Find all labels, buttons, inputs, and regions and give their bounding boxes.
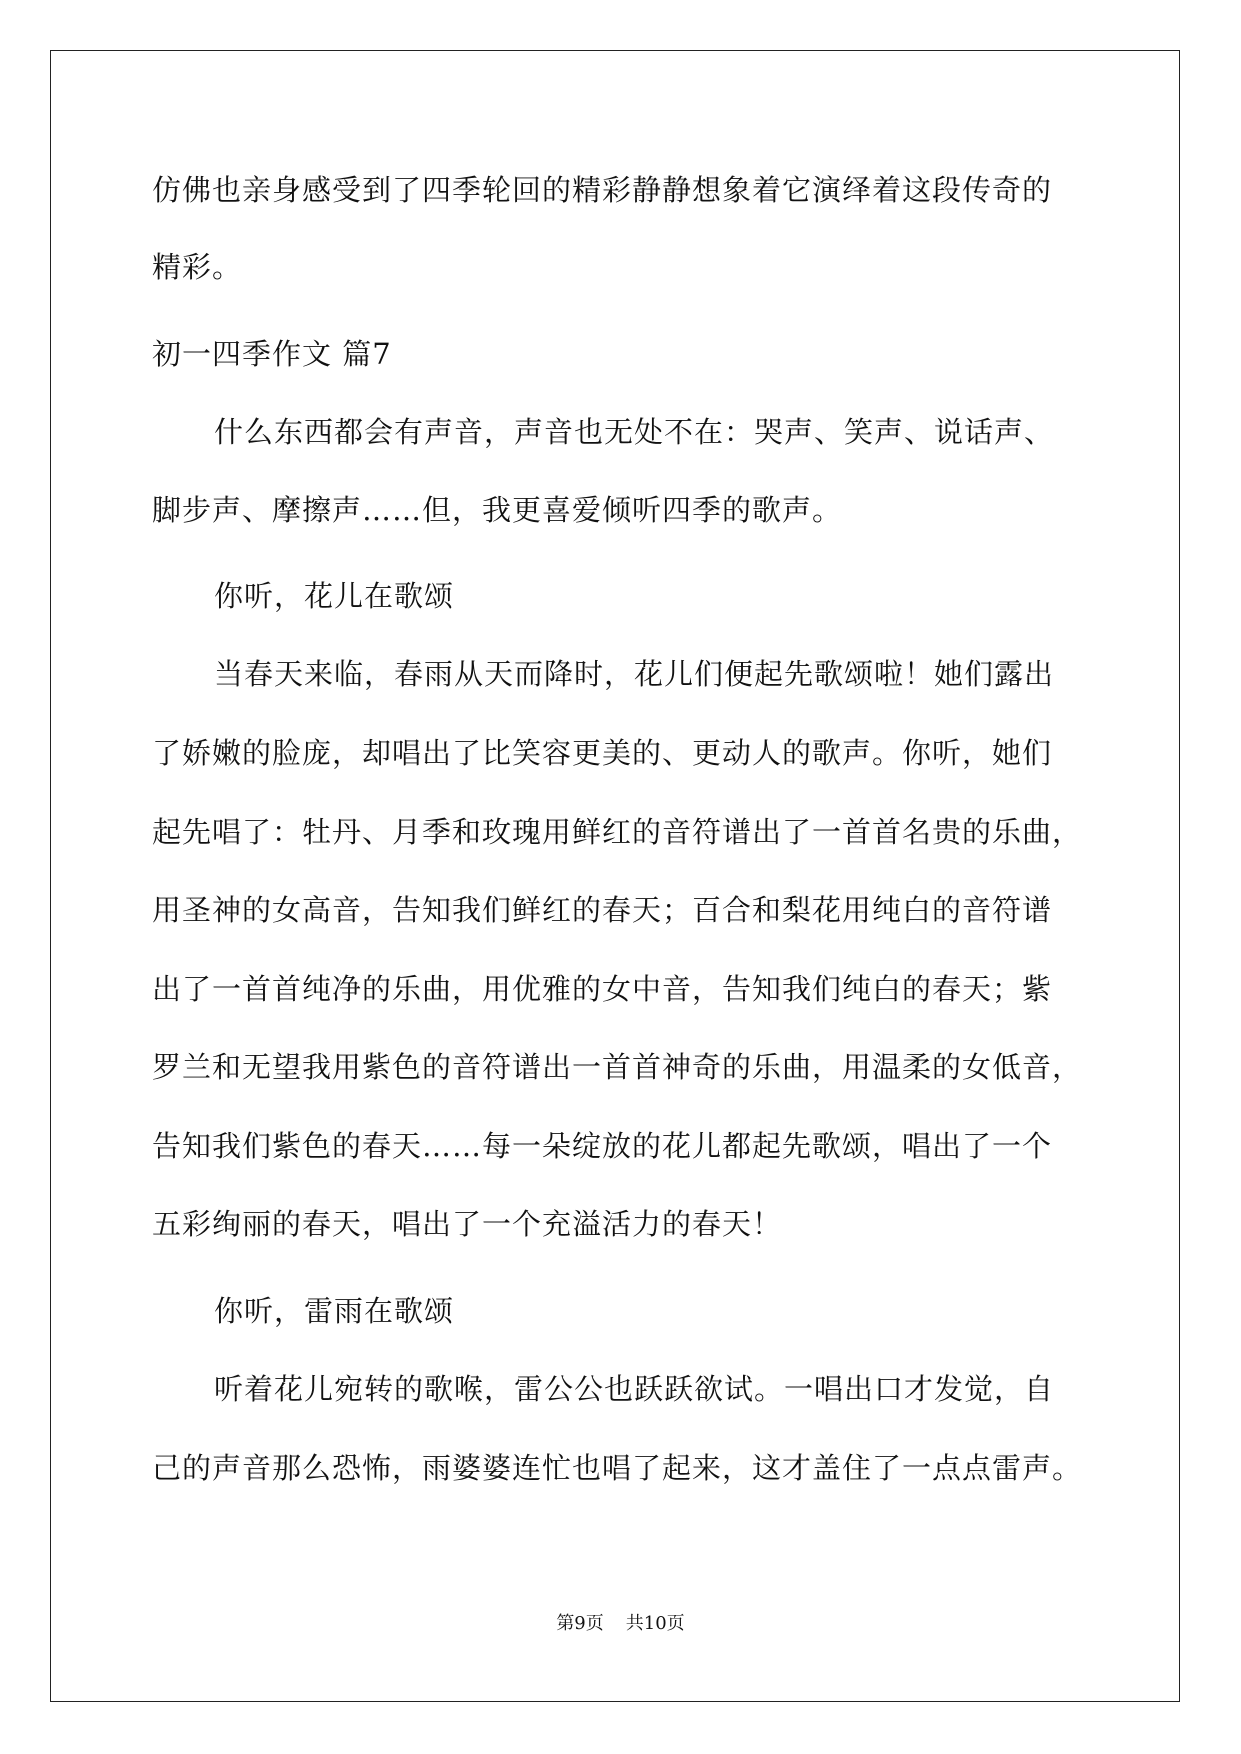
text-line-12: 罗兰和无望我用紫色的音符谱出一首首神奇的乐曲，用温柔的女低音， — [152, 1050, 1083, 1084]
text-line-5: 脚步声、摩擦声……但，我更喜爱倾听四季的歌声。 — [152, 493, 843, 527]
text-line-13: 告知我们紫色的春天……每一朵绽放的花儿都起先歌颂，唱出了一个 — [152, 1129, 1053, 1163]
section-heading: 初一四季作文 篇7 — [152, 337, 392, 371]
text-line-16: 听着花儿宛转的歌喉，雷公公也跃跃欲试。一唱出口才发觉，自 — [214, 1372, 1055, 1406]
text-line-14: 五彩绚丽的春天，唱出了一个充溢活力的春天！ — [152, 1207, 783, 1241]
subheading-flowers: 你听，花儿在歌颂 — [214, 579, 455, 613]
text-line-10: 用圣神的女高音，告知我们鲜红的春天；百合和梨花用纯白的音符谱 — [152, 893, 1053, 927]
text-line-11: 出了一首首纯净的乐曲，用优雅的女中音，告知我们纯白的春天；紫 — [152, 972, 1053, 1006]
text-line-7: 当春天来临，春雨从天而降时，花儿们便起先歌颂啦！她们露出 — [214, 657, 1055, 691]
page-footer — [0, 1612, 1241, 1636]
page-total: 共10页 — [625, 1613, 685, 1634]
text-line-1: 仿佛也亲身感受到了四季轮回的精彩静静想象着它演绎着这段传奇的 — [152, 173, 1053, 207]
text-line-4: 什么东西都会有声音，声音也无处不在：哭声、笑声、说话声、 — [214, 415, 1055, 449]
text-line-9: 起先唱了：牡丹、月季和玫瑰用鲜红的音符谱出了一首首名贵的乐曲， — [152, 815, 1083, 849]
text-line-8: 了娇嫩的脸庞，却唱出了比笑容更美的、更动人的歌声。你听，她们 — [152, 736, 1053, 770]
text-line-2: 精彩。 — [152, 250, 243, 284]
page-number: 第9页 — [556, 1613, 604, 1634]
text-line-17: 己的声音那么恐怖，雨婆婆连忙也唱了起来，这才盖住了一点点雷声。 — [152, 1451, 1083, 1485]
subheading-thunder: 你听，雷雨在歌颂 — [214, 1294, 455, 1328]
